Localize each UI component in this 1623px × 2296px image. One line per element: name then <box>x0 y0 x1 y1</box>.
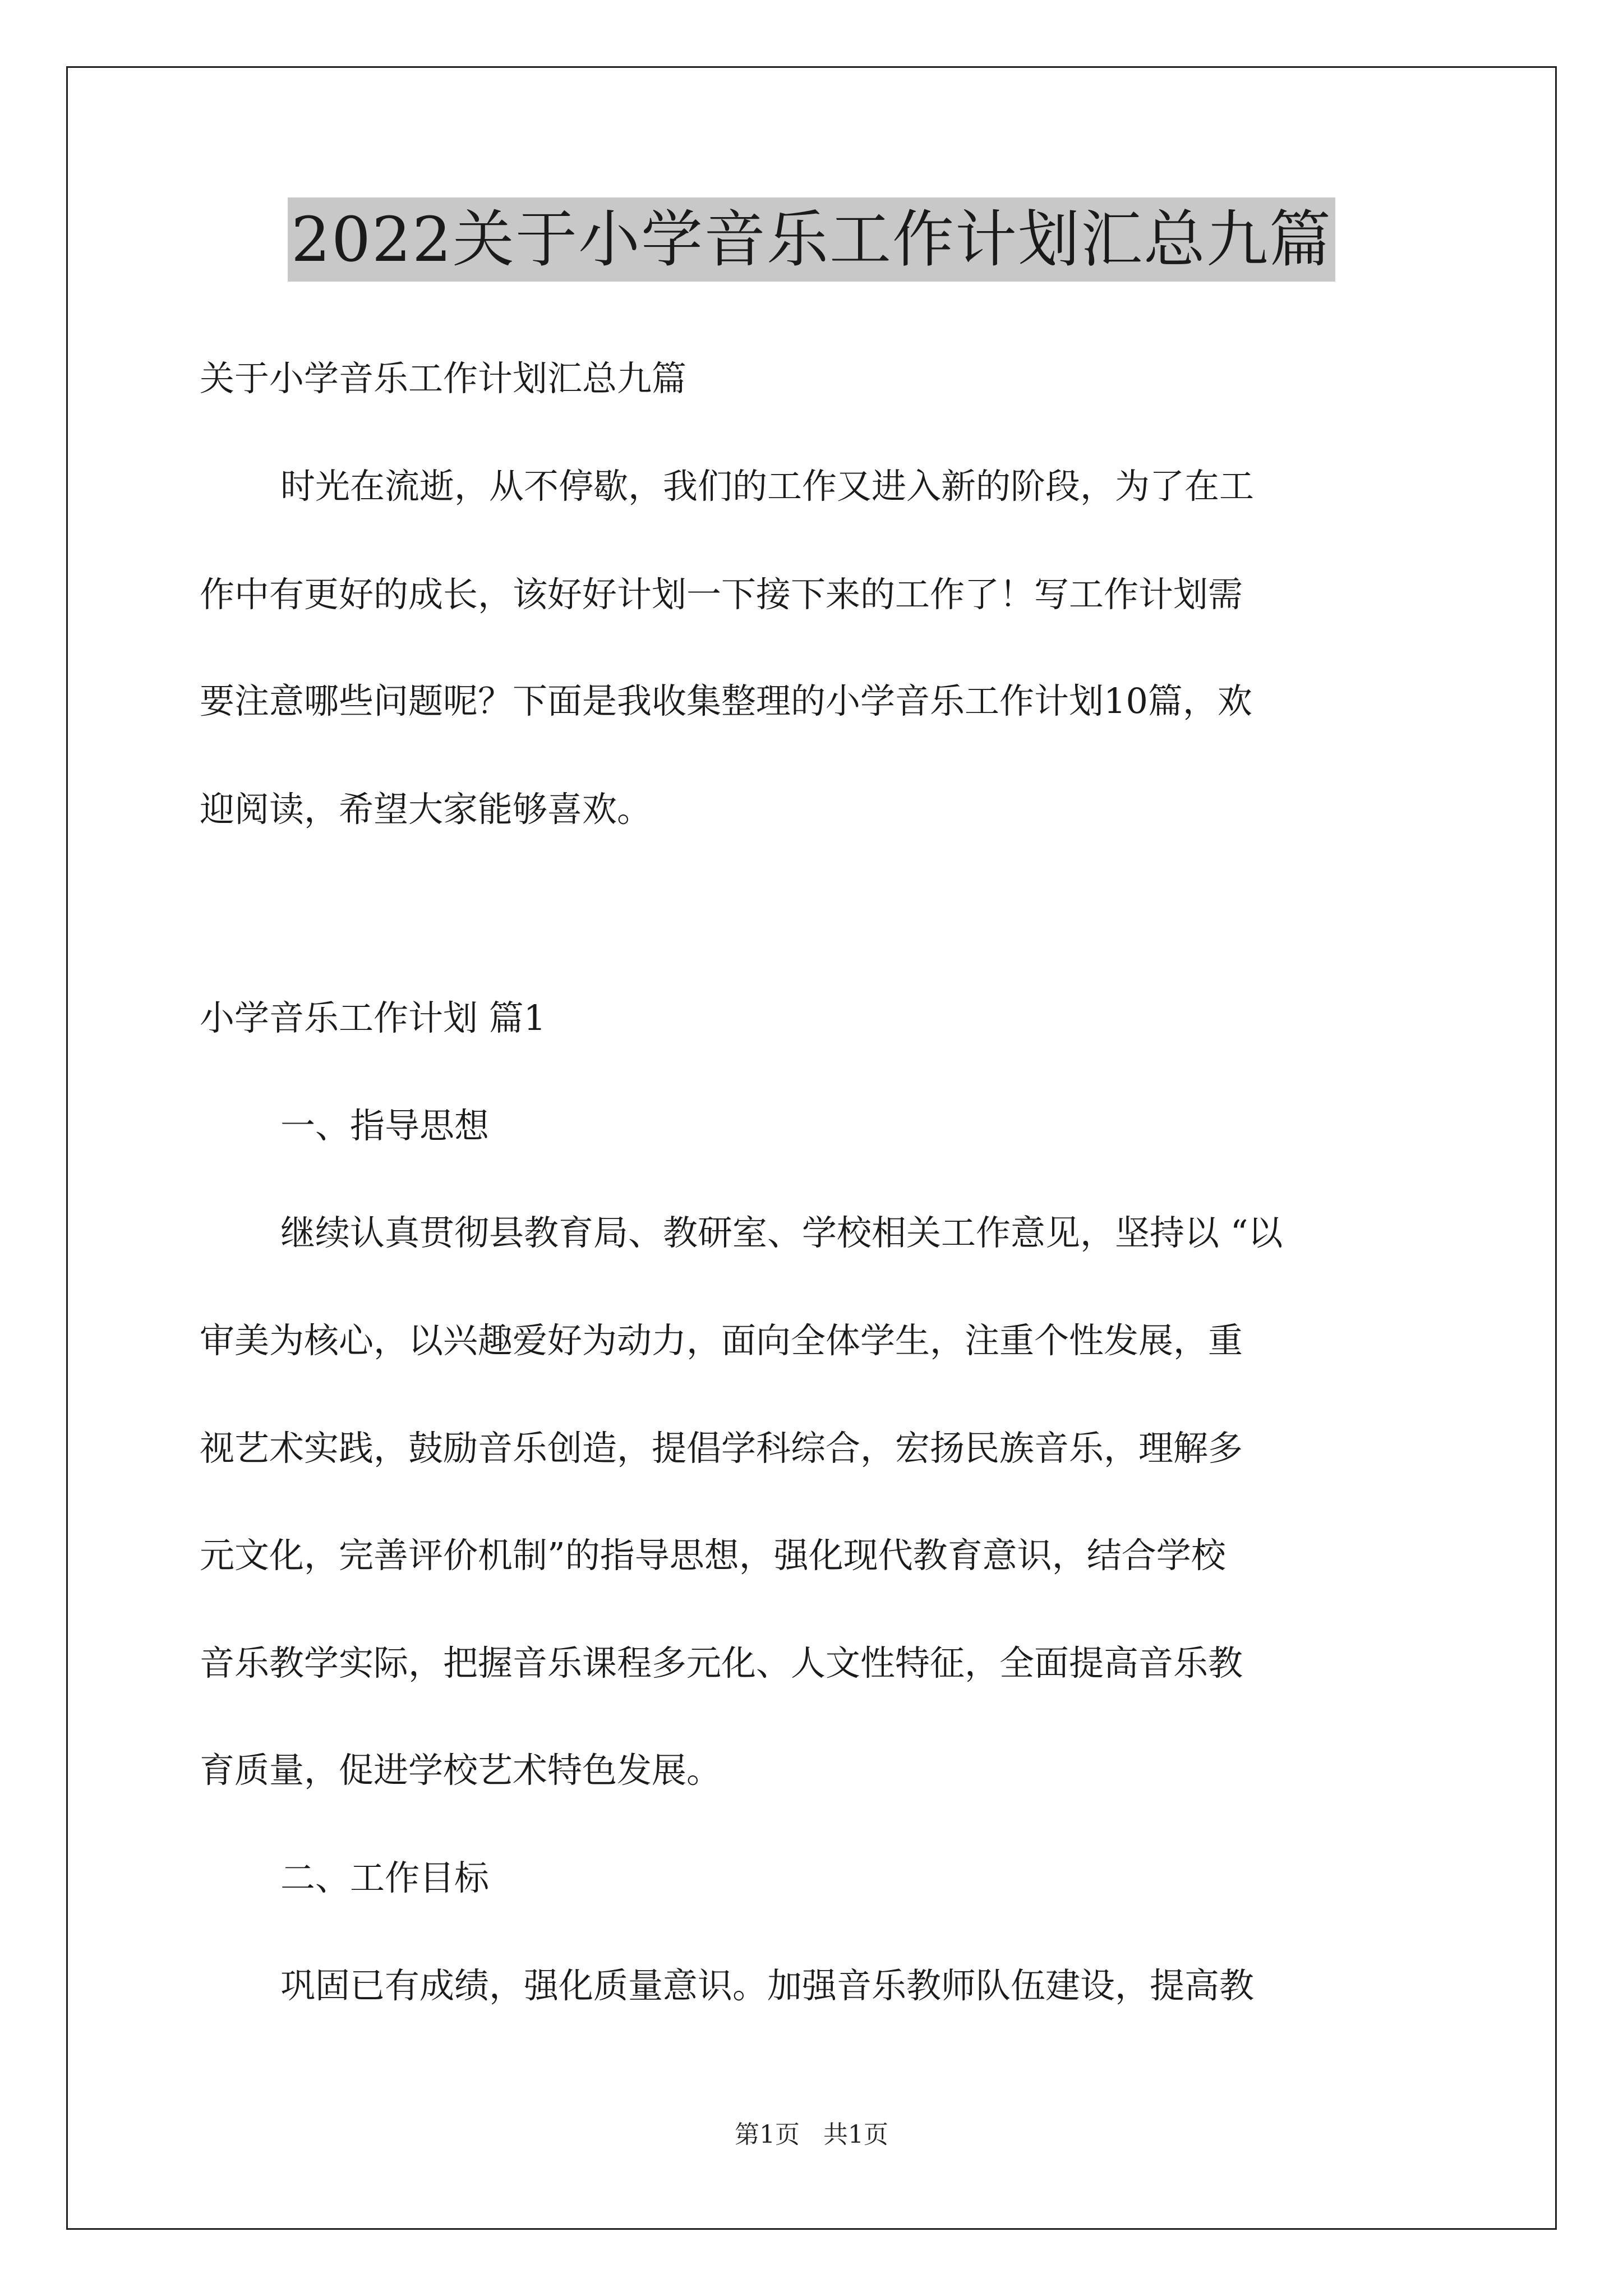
section-heading-guiding-ideology: 一、指导思想 <box>280 1105 490 1146</box>
intro-line-4: 迎阅读，希望大家能够喜欢。 <box>200 789 652 830</box>
paragraph-1-line-3: 视艺术实践，鼓励音乐创造，提倡学科综合，宏扬民族音乐，理解多 <box>200 1428 1243 1469</box>
paragraph-1-line-6: 育质量，促进学校艺术特色发展。 <box>200 1750 722 1791</box>
section-title: 小学音乐工作计划 篇1 <box>200 997 546 1038</box>
intro-line-1: 时光在流逝，从不停歇，我们的工作又进入新的阶段，为了在工 <box>280 466 1255 507</box>
section-heading-work-goals: 二、工作目标 <box>280 1857 490 1898</box>
document-subtitle: 关于小学音乐工作计划汇总九篇 <box>200 358 687 399</box>
paragraph-1-line-1: 继续认真贯彻县教育局、教研室、学校相关工作意见，坚持以 “以 <box>280 1212 1283 1253</box>
page-number: 第1页 <box>735 2120 800 2149</box>
intro-line-3: 要注意哪些问题呢？下面是我收集整理的小学音乐工作计划10篇，欢 <box>200 680 1252 721</box>
paragraph-2-line-1: 巩固已有成绩，强化质量意识。加强音乐教师队伍建设，提高教 <box>280 1965 1255 2006</box>
paragraph-1-line-5: 音乐教学实际，把握音乐课程多元化、人文性特征，全面提高音乐教 <box>200 1642 1243 1683</box>
page-footer <box>0 2119 1623 2151</box>
intro-line-2: 作中有更好的成长，该好好计划一下接下来的工作了！写工作计划需 <box>200 574 1243 615</box>
title-container <box>0 197 1623 282</box>
paragraph-1-line-2: 审美为核心，以兴趣爱好为动力，面向全体学生，注重个性发展，重 <box>200 1320 1243 1361</box>
page-total: 共1页 <box>823 2120 888 2149</box>
document-title: 2022关于小学音乐工作计划汇总九篇 <box>288 197 1335 282</box>
paragraph-1-line-4: 元文化，完善评价机制”的指导思想，强化现代教育意识，结合学校 <box>200 1535 1226 1576</box>
